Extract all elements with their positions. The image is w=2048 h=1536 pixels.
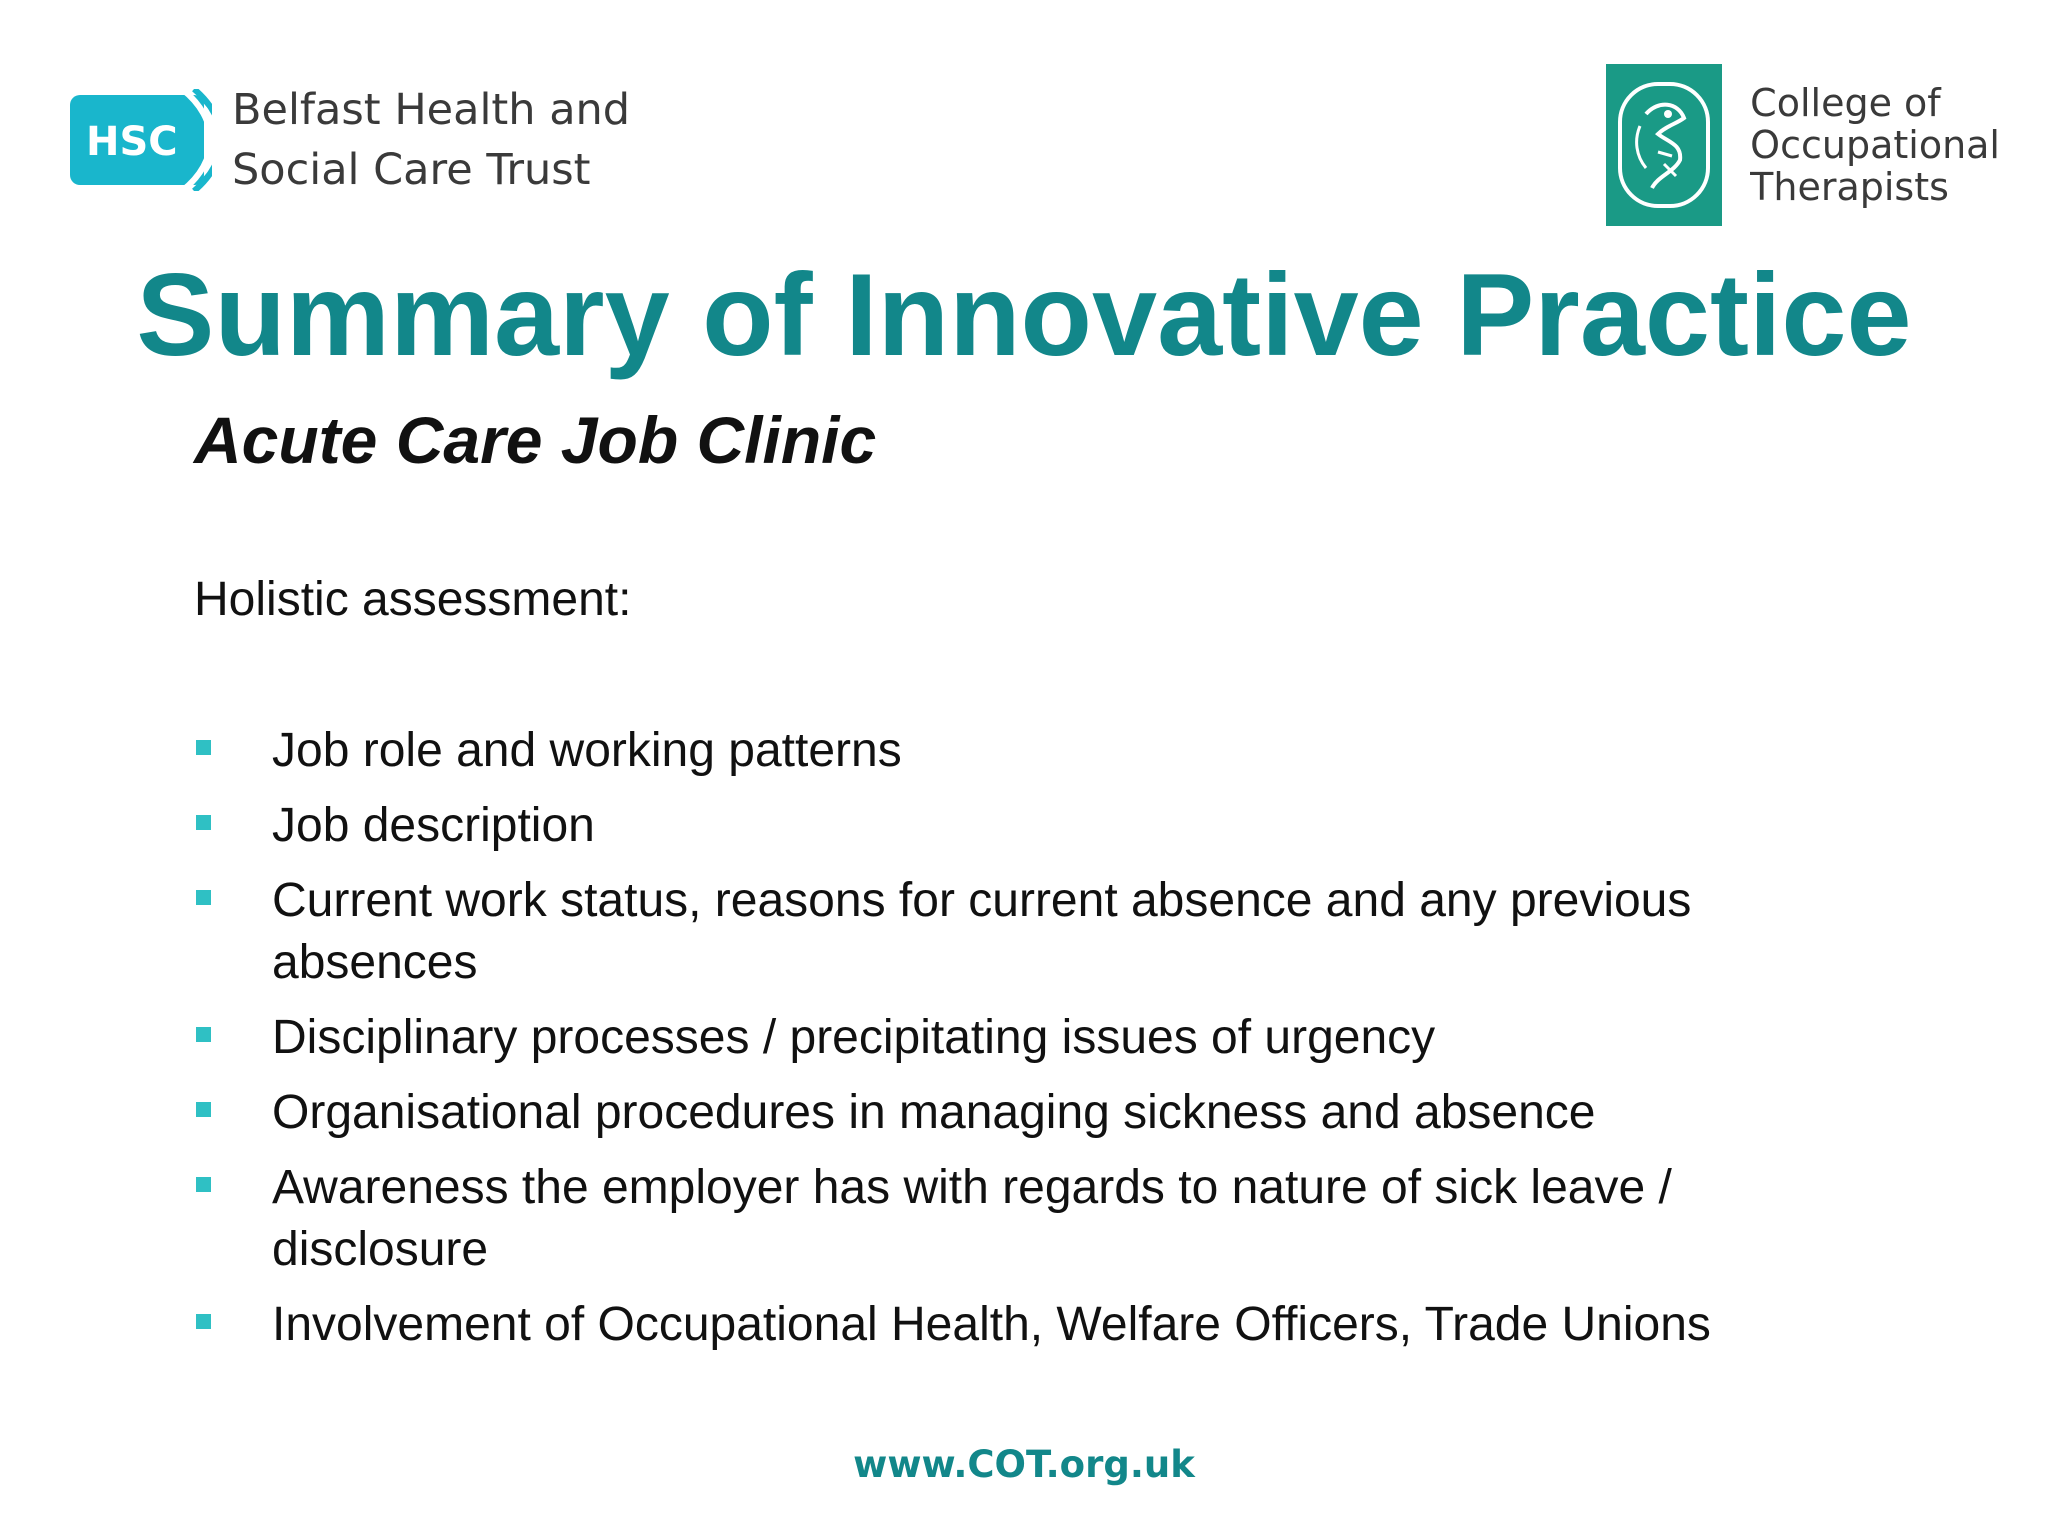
slide-title: Summary of Innovative Practice: [136, 249, 1912, 380]
hsc-line-1: Belfast Health and: [232, 85, 631, 135]
bullet-text: Organisational procedures in managing sickness and absence: [272, 1086, 1596, 1139]
bullet-item: [194, 1294, 1874, 1356]
bullet-text: Disciplinary processes / precipitating issues of urgency: [272, 1011, 1436, 1064]
square-bullet-icon: [196, 1177, 211, 1192]
bullet-item: [194, 720, 1874, 782]
bullet-item: [194, 1007, 1874, 1069]
square-bullet-icon: [196, 890, 211, 905]
hsc-line-2: Social Care Trust: [232, 145, 591, 195]
cot-line-2: Occupational: [1750, 123, 2000, 167]
hsc-logo: [70, 80, 630, 200]
cot-line-3: Therapists: [1750, 165, 1949, 209]
hsc-logo-text: [232, 80, 630, 200]
cot-emblem-icon: [1606, 64, 1722, 226]
bullet-item: [194, 1082, 1874, 1144]
footer-url: www.COT.org.uk: [853, 1443, 1195, 1486]
bullet-text: Involvement of Occupational Health, Welfare Officers, Trade Unions: [272, 1298, 1711, 1351]
bullet-item: [194, 870, 1874, 994]
bullet-item: [194, 1157, 1874, 1281]
cot-logo: [1606, 64, 2000, 226]
square-bullet-icon: [196, 1027, 211, 1042]
bullet-text: Job role and working patterns: [272, 724, 902, 777]
cot-logo-text: [1750, 82, 2000, 208]
bullet-list: [194, 720, 1874, 1369]
bullet-text: Job description: [272, 799, 595, 852]
intro-text: Holistic assessment:: [194, 573, 632, 626]
square-bullet-icon: [196, 815, 211, 830]
hsc-logo-icon: [70, 89, 212, 191]
bullet-text: Current work status, reasons for current absence and any previous absences: [272, 874, 1692, 989]
slide-subtitle: Acute Care Job Clinic: [194, 403, 877, 477]
bullet-text: Awareness the employer has with regards to nature of sick leave / disclosure: [272, 1161, 1672, 1276]
cot-line-1: College of: [1750, 81, 1941, 125]
square-bullet-icon: [196, 1314, 211, 1329]
hsc-mark-text: HSC: [86, 119, 178, 165]
square-bullet-icon: [196, 740, 211, 755]
bullet-item: [194, 795, 1874, 857]
square-bullet-icon: [196, 1102, 211, 1117]
